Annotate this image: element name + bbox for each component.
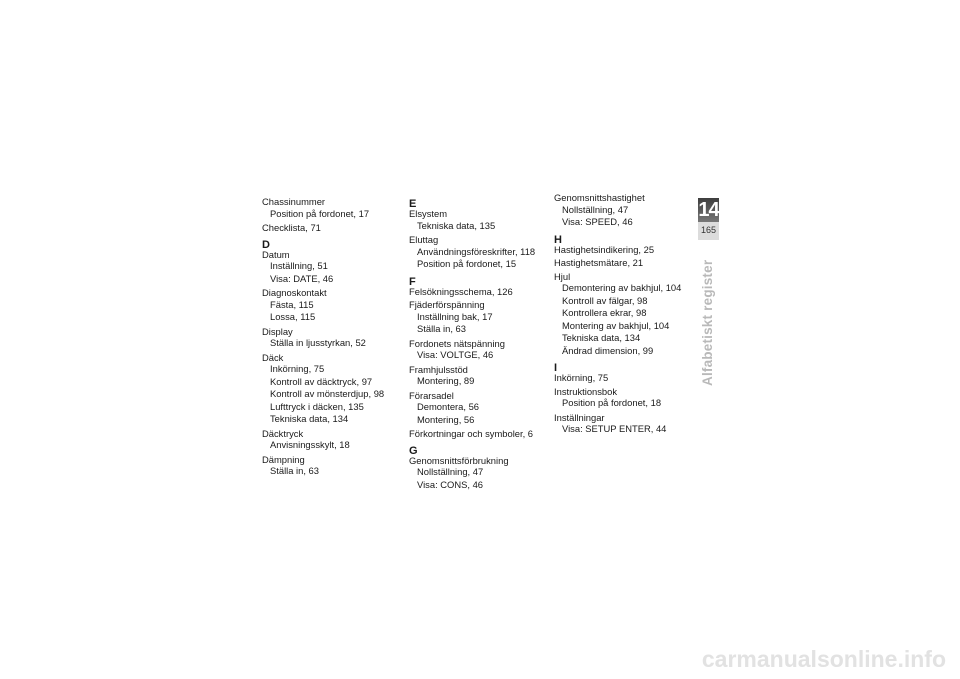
index-subentry: Anvisningsskylt, 18 bbox=[270, 439, 350, 450]
index-subentry: Tekniska data, 135 bbox=[417, 219, 496, 231]
index-entry bbox=[409, 300, 559, 336]
index-subentry: Nollställning, 47 bbox=[562, 203, 629, 215]
index-group bbox=[262, 240, 412, 478]
chapter-number-box bbox=[698, 198, 719, 222]
index-term: Eluttag bbox=[409, 234, 439, 245]
index-subentry: Tekniska data, 134 bbox=[270, 413, 349, 424]
index-subentry: Visa: VOLTGE, 46 bbox=[417, 349, 494, 360]
index-subentry: Visa: CONS, 46 bbox=[417, 478, 484, 490]
index-subentry: Lossa, 115 bbox=[270, 311, 316, 322]
index-term: Fjäderförspänning bbox=[409, 299, 485, 310]
index-term: Chassinummer bbox=[262, 196, 326, 207]
side-title: Alfabetiskt register bbox=[700, 259, 715, 386]
index-term: Checklista, 71 bbox=[262, 222, 321, 233]
index-letter-heading: D bbox=[262, 238, 270, 251]
index-entry bbox=[262, 288, 412, 324]
index-subentry: Montering av bakhjul, 104 bbox=[562, 319, 670, 331]
index-entry bbox=[409, 429, 559, 440]
index-entry bbox=[262, 455, 412, 478]
index-group bbox=[554, 363, 704, 436]
index-entry bbox=[262, 197, 412, 220]
index-entry bbox=[262, 429, 412, 452]
index-term: Fordonets nätspänning bbox=[409, 337, 505, 349]
index-term: Felsökningsschema, 126 bbox=[409, 285, 513, 297]
index-entry bbox=[262, 327, 412, 350]
index-column-3 bbox=[554, 192, 704, 442]
index-term: Instruktionsbok bbox=[554, 385, 618, 397]
index-subentry: Demontera, 56 bbox=[417, 401, 480, 412]
index-term: Display bbox=[262, 325, 293, 337]
index-group bbox=[262, 197, 412, 234]
index-term: Hastighetsmätare, 21 bbox=[554, 257, 644, 268]
chapter-number: 14 bbox=[698, 199, 719, 221]
index-entry bbox=[262, 223, 412, 234]
index-subentry: Fästa, 115 bbox=[270, 298, 314, 310]
index-group bbox=[554, 235, 704, 358]
index-subentry: Kontroll av däcktryck, 97 bbox=[270, 375, 373, 387]
index-group bbox=[409, 446, 559, 492]
chapter-tab bbox=[698, 198, 719, 240]
index-term: Däcktryck bbox=[262, 427, 304, 439]
index-entry bbox=[409, 391, 559, 427]
index-entry bbox=[409, 235, 559, 271]
index-subentry: Visa: SETUP ENTER, 44 bbox=[562, 423, 667, 434]
index-subentry: Ändrad dimension, 99 bbox=[562, 344, 654, 356]
page-number: 165 bbox=[700, 225, 717, 235]
index-entry bbox=[262, 353, 412, 426]
index-term: Förkortningar och symboler, 6 bbox=[409, 428, 534, 439]
index-entry bbox=[554, 413, 704, 436]
index-term: Inställningar bbox=[554, 411, 605, 423]
index-group bbox=[409, 277, 559, 440]
index-subentry: Demontering av bakhjul, 104 bbox=[562, 282, 682, 293]
index-column-2 bbox=[409, 197, 559, 497]
index-entry bbox=[409, 339, 559, 362]
index-subentry: Ställa in ljusstyrkan, 52 bbox=[270, 337, 366, 348]
index-term: Dämpning bbox=[262, 453, 305, 465]
index-subentry: Inställning, 51 bbox=[270, 260, 328, 271]
index-subentry: Ställa in, 63 bbox=[417, 323, 466, 334]
index-entry bbox=[554, 258, 704, 269]
index-subentry: Kontrollera ekrar, 98 bbox=[562, 307, 647, 318]
index-term: Hjul bbox=[554, 270, 571, 282]
index-term: Hastighetsindikering, 25 bbox=[554, 243, 655, 255]
index-subentry: Kontroll av mönsterdjup, 98 bbox=[270, 388, 385, 399]
index-subentry: Tekniska data, 134 bbox=[562, 332, 641, 343]
index-letter-heading: G bbox=[409, 444, 418, 457]
index-term: Däck bbox=[262, 351, 284, 363]
index-entry bbox=[554, 272, 704, 358]
watermark: carmanualsonline.info bbox=[701, 646, 946, 672]
index-term: Diagnoskontakt bbox=[262, 287, 327, 298]
index-entry bbox=[554, 373, 704, 384]
index-subentry: Inkörning, 75 bbox=[270, 363, 325, 374]
index-term: Datum bbox=[262, 248, 290, 260]
index-subentry: Visa: DATE, 46 bbox=[270, 272, 334, 284]
index-group bbox=[554, 193, 704, 229]
index-term: Inkörning, 75 bbox=[554, 372, 609, 383]
index-entry bbox=[409, 365, 559, 388]
index-subentry: Position på fordonet, 18 bbox=[562, 397, 662, 408]
index-column-1 bbox=[262, 197, 412, 484]
index-entry bbox=[554, 245, 704, 256]
index-term: Genomsnittshastighet bbox=[554, 192, 645, 203]
index-subentry: Position på fordonet, 17 bbox=[270, 207, 370, 219]
index-subentry: Position på fordonet, 15 bbox=[417, 258, 517, 269]
index-subentry: Lufttryck i däcken, 135 bbox=[270, 400, 364, 412]
index-entry bbox=[409, 287, 559, 298]
index-subentry: Visa: SPEED, 46 bbox=[562, 216, 633, 227]
index-subentry: Nollställning, 47 bbox=[417, 466, 484, 477]
index-entry bbox=[409, 209, 559, 232]
index-letter-heading: F bbox=[409, 275, 416, 288]
index-term: Genomsnittsförbrukning bbox=[409, 454, 509, 466]
index-subentry: Kontroll av fälgar, 98 bbox=[562, 294, 648, 306]
index-group bbox=[409, 199, 559, 271]
index-entry bbox=[409, 456, 559, 492]
index-subentry: Användningsföreskrifter, 118 bbox=[417, 245, 536, 257]
index-letter-heading: I bbox=[554, 362, 558, 374]
index-term: Förarsadel bbox=[409, 389, 454, 401]
index-subentry: Inställning bak, 17 bbox=[417, 310, 493, 322]
index-entry bbox=[554, 193, 704, 229]
index-subentry: Montering, 56 bbox=[417, 413, 475, 425]
index-subentry: Ställa in, 63 bbox=[270, 465, 319, 476]
index-letter-heading: E bbox=[409, 198, 417, 210]
index-entry bbox=[554, 387, 704, 410]
index-subentry: Montering, 89 bbox=[417, 375, 475, 386]
index-term: Elsystem bbox=[409, 208, 448, 219]
index-entry bbox=[262, 250, 412, 286]
index-letter-heading: H bbox=[554, 233, 562, 246]
index-term: Framhjulsstöd bbox=[409, 363, 468, 375]
